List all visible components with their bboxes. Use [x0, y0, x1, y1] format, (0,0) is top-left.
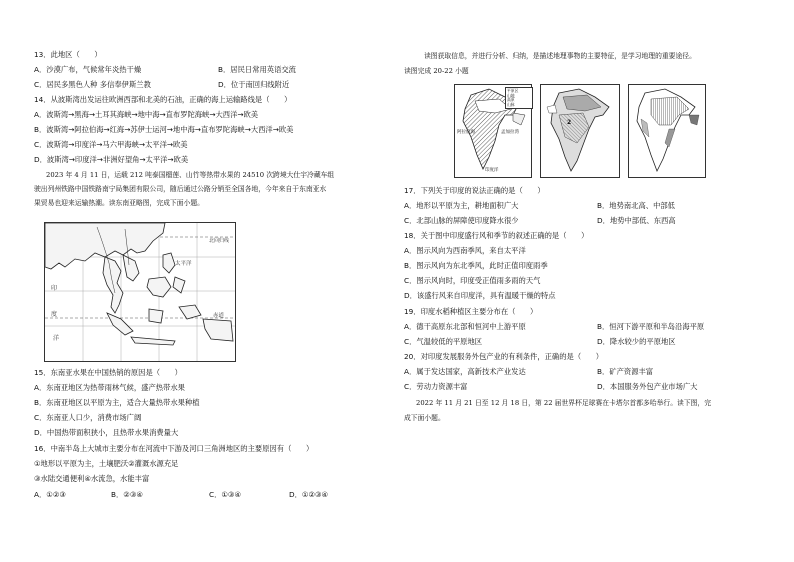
q17-option-d: D．地势中部低、东西高	[597, 216, 676, 225]
arabian-sea-label: 阿拉伯海	[457, 130, 475, 135]
q16-stem: 16．中南半岛上大城市主要分布在河流中下游及河口三角洲地区的主要原因有（ ）	[34, 444, 314, 453]
q14-option-a: A．波斯湾→黑海→土耳其海峡→地中海→直布罗陀海峡→大西洋→欧美	[34, 110, 259, 119]
intro-paragraph-line: 读图完成 20-22 小题	[404, 67, 469, 75]
intro-paragraph-line: 成下面小题。	[404, 414, 445, 422]
india-terrain-map	[454, 84, 532, 178]
india-crops-map	[628, 84, 706, 178]
intro-paragraph-line: 果贸易也迎来运输热潮。读东南亚略图，完成下面小题。	[34, 199, 204, 207]
intro-paragraph-line: 2023 年 4 月 11 日，运载 212 吨泰国榴莲、山竹等热带水果的 24510 次跨境大仕宇冷藏车组	[46, 171, 335, 179]
q16-option-d: D．①②③④	[289, 490, 329, 499]
q15-option-a: A．东南亚地区为热带雨林气候，盛产热带水果	[34, 383, 185, 392]
q18-option-a: A．图示风向为西南季风，来自太平洋	[404, 246, 526, 255]
q17-stem: 17．下列关于印度的说法正确的是（ ）	[404, 186, 545, 195]
q16-option-a: A．①②③	[34, 490, 66, 499]
legend-item-plateau: 高原	[507, 97, 515, 103]
q20-option-b: B．矿产资源丰富	[597, 367, 654, 376]
q18-option-b: B．图示风向为东北季风，此时正值印度雨季	[404, 261, 548, 270]
q13-option-b: B．居民日常用英语交流	[218, 65, 296, 74]
q16-option-b: B．②③④	[111, 490, 143, 499]
q19-option-a: A．德干高原东北部和恒河中上游平原	[404, 322, 526, 331]
q14-option-d: D．波斯湾→印度洋→非洲好望角→太平洋→欧美	[34, 155, 189, 164]
q19-option-d: D．降水较少的平原地区	[597, 337, 676, 346]
q16-option-c: C．①③④	[209, 490, 242, 499]
q18-option-d: D．该盛行风来自印度洋，具有温暖干燥的特点	[404, 291, 556, 300]
q14-option-c: C．波斯湾→印度洋→马六甲海峡→太平洋→欧美	[34, 140, 188, 149]
q20-stem: 20．对印度发展服务外包产业的有利条件，正确的是（ ）	[404, 352, 604, 361]
pacific-ocean-label: 太平洋	[175, 261, 192, 267]
q13-option-d: D．位于南回归线附近	[218, 80, 290, 89]
q20-option-a: A．属于发达国家，高新技术产业发达	[404, 367, 526, 376]
q15-option-b: B．东南亚地区以平原为主，适合大量热带水果种植	[34, 398, 200, 407]
indian-ocean-label-2: 度	[51, 311, 58, 318]
indian-ocean-label: 印度洋	[485, 168, 499, 173]
map-number-label: 2	[567, 119, 572, 126]
legend-item-plain: 平原区	[507, 88, 519, 93]
q18-stem: 18．关于图中印度盛行风和季节的叙述正确的是（ ）	[404, 231, 589, 240]
southeast-asia-map	[44, 222, 236, 362]
q17-option-c: C．北部山脉的屏障使印度降水很少	[404, 216, 519, 225]
q17-option-a: A．地形以平原为主，耕地面积广大	[404, 201, 519, 210]
q20-option-d: D．本国服务外包产业市场广大	[597, 382, 698, 391]
legend-item-mountain: 山地	[507, 92, 515, 98]
q20-option-c: C．劳动力资源丰富	[404, 382, 468, 391]
intro-paragraph-line: 驶出列州铁路中国铁路南宁局集团有限公司，随后通过公路分销至全国各地，今年来自于东南亚水	[34, 185, 327, 193]
q14-option-b: B．波斯湾→阿拉伯海→红海→苏伊士运河→地中海→直布罗陀海峡→大西洋→欧美	[34, 125, 294, 134]
q15-option-d: D．中国热带面积狭小，且热带水果消费量大	[34, 428, 179, 437]
bay-of-bengal-label: 孟加拉湾	[501, 130, 519, 135]
southeast-asia-map-drawing	[45, 223, 235, 361]
india-rainfall-drawing	[541, 85, 619, 177]
q16-statement-1: ①地形以平原为主，土壤肥沃②灌溉水源充足	[34, 459, 179, 468]
q15-option-c: C．东南亚人口少，消费市场广阔	[34, 413, 142, 422]
q19-stem: 19．印度水稻种植区主要分布在（ ）	[404, 307, 538, 316]
indian-ocean-label-3: 洋	[53, 335, 60, 342]
terrain-legend	[505, 87, 533, 109]
india-crops-drawing	[629, 85, 705, 177]
india-rainfall-map	[540, 84, 620, 178]
equator-label: 赤道	[213, 313, 225, 319]
q13-option-c: C．居民多黑色人种 多信奉伊斯兰教	[34, 80, 151, 89]
q15-stem: 15．东南亚水果在中国热销的原因是（ ）	[34, 368, 182, 377]
q18-option-c: C．图示风向时，印度受正值雨多雨的天气	[404, 276, 541, 285]
tropic-of-cancer-label: 北回归线	[208, 238, 229, 244]
q19-option-b: B．恒河下游平原和半岛沿海平原	[597, 322, 705, 331]
indian-ocean-label-1: 印	[51, 285, 58, 292]
q19-option-c: C．气温较低的平原地区	[404, 337, 483, 346]
q16-statement-2: ③水陆交通便利④水流急，水能丰富	[34, 474, 150, 483]
legend-item-range: 山脉	[507, 101, 515, 107]
intro-paragraph-line: 2022 年 11 月 21 日至 12 月 18 日，第 22 届世界杯足球赛在卡塔尔首都多哈举行。读下图，完	[416, 399, 712, 407]
intro-paragraph-line: 读图获取信息，并进行分析、归纳，是描述地理事物的主要特征，是学习地理的重要途径。	[424, 52, 696, 60]
q17-option-b: B．地势南北高、中部低	[597, 201, 675, 210]
q13-option-a: A．沙漠广布，气候常年炎热干燥	[34, 65, 142, 74]
q14-stem: 14．从波斯湾出发运往欧洲西部和北美的石油，正确的海上运输路线是（ ）	[34, 95, 292, 104]
q13-stem: 13．此地区（ ）	[34, 50, 102, 59]
